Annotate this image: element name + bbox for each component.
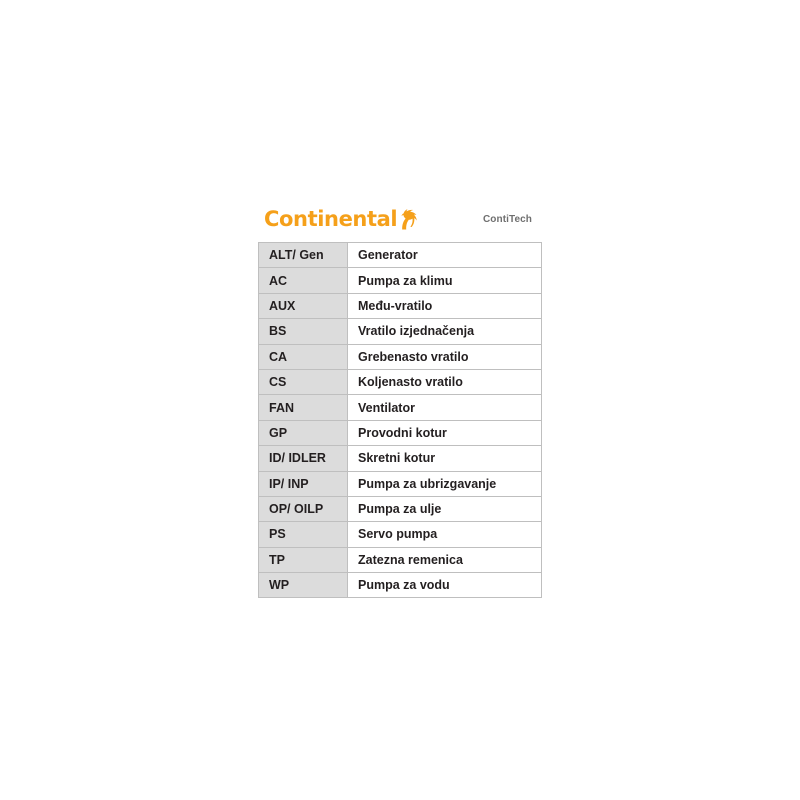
table-row <box>259 369 542 394</box>
legend-description: Među-vratilo <box>348 293 542 318</box>
table-row <box>259 547 542 572</box>
legend-code: BS <box>259 319 348 344</box>
legend-code: TP <box>259 547 348 572</box>
table-row <box>259 243 542 268</box>
legend-code: WP <box>259 573 348 598</box>
legend-code: ALT/ Gen <box>259 243 348 268</box>
legend-description: Generator <box>348 243 542 268</box>
continental-horse-icon <box>400 208 418 230</box>
legend-description: Servo pumpa <box>348 522 542 547</box>
brand-name: Continental <box>264 207 398 231</box>
legend-description: Zatezna remenica <box>348 547 542 572</box>
table-row <box>259 319 542 344</box>
legend-code: FAN <box>259 395 348 420</box>
legend-description: Pumpa za vodu <box>348 573 542 598</box>
brand-logo <box>264 208 418 230</box>
legend-code: ID/ IDLER <box>259 446 348 471</box>
table-row <box>259 268 542 293</box>
legend-description: Ventilator <box>348 395 542 420</box>
brand-sub-name: ContiTech <box>482 213 532 225</box>
legend-description: Pumpa za klimu <box>348 268 542 293</box>
legend-description: Pumpa za ulje <box>348 496 542 521</box>
legend-code: PS <box>259 522 348 547</box>
table-row <box>259 471 542 496</box>
legend-code: AC <box>259 268 348 293</box>
table-row <box>259 293 542 318</box>
legend-code: AUX <box>259 293 348 318</box>
table-row <box>259 522 542 547</box>
legend-description: Provodni kotur <box>348 420 542 445</box>
legend-code: CA <box>259 344 348 369</box>
legend-description: Vratilo izjednačenja <box>348 319 542 344</box>
legend-card <box>258 196 542 598</box>
table-row <box>259 446 542 471</box>
legend-description: Skretni kotur <box>348 446 542 471</box>
table-row <box>259 344 542 369</box>
legend-code: GP <box>259 420 348 445</box>
table-row <box>259 496 542 521</box>
legend-code: CS <box>259 369 348 394</box>
legend-code: IP/ INP <box>259 471 348 496</box>
table-row <box>259 395 542 420</box>
legend-table <box>258 242 542 598</box>
legend-table-body <box>259 243 542 598</box>
legend-description: Pumpa za ubrizgavanje <box>348 471 542 496</box>
legend-description: Grebenasto vratilo <box>348 344 542 369</box>
table-row <box>259 420 542 445</box>
legend-code: OP/ OILP <box>259 496 348 521</box>
table-row <box>259 573 542 598</box>
legend-description: Koljenasto vratilo <box>348 369 542 394</box>
brand-header <box>258 196 542 242</box>
